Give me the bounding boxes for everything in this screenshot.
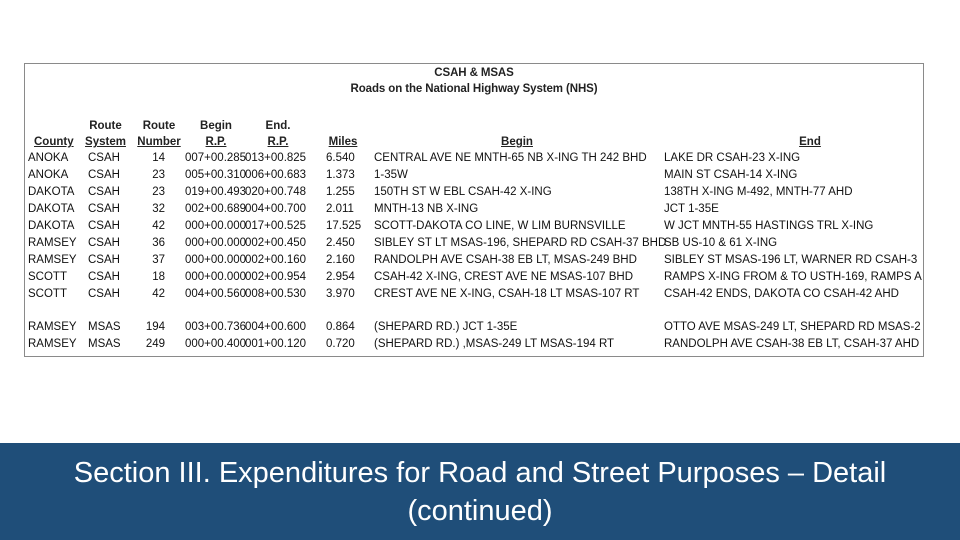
header-begin: Begin (501, 136, 533, 148)
header-begin-rp: Begin R.P. (200, 120, 232, 148)
table-row: RAMSEY CSAH 37 000+00.000 002+00.160 2.160 RANDOLPH AVE CSAH-38 EB LT, MSAS-249 BHD SIBLEY ST MSAS-196 LT, WARNER RD CSAH-3 (28, 254, 918, 266)
table-row: RAMSEY MSAS 194 003+00.736 004+00.600 0.864 (SHEPARD RD.) JCT 1-35E OTTO AVE MSAS-249 LT, SHEPARD RD MSAS-2 (28, 321, 921, 333)
table-row: DAKOTA CSAH 42 000+00.000 017+00.525 17.525 SCOTT-DAKOTA CO LINE, W LIM BURNSVILLE W JCT MNTH-55 HASTINGS TRL X-ING (28, 220, 874, 232)
header-route-system: Route System (85, 120, 126, 148)
table-row: SCOTT CSAH 18 000+00.000 002+00.954 2.954 CSAH-42 X-ING, CREST AVE NE MSAS-107 BHD RAMPS X-ING FROM & TO USTH-169, RAMPS A (28, 271, 922, 283)
table-row: SCOTT CSAH 42 004+00.560 008+00.530 3.970 CREST AVE NE X-ING, CSAH-18 LT MSAS-107 RT CSAH-42 ENDS, DAKOTA CO CSAH-42 AHD (28, 288, 899, 300)
section-title-band (0, 443, 960, 540)
header-end-rp: End. R.P. (265, 120, 291, 148)
header-county: County (34, 136, 74, 148)
nhs-roads-table (24, 63, 924, 357)
table-row: DAKOTA CSAH 23 019+00.493 020+00.748 1.255 150TH ST W EBL CSAH-42 X-ING 138TH X-ING M-492, MNTH-77 AHD (28, 186, 853, 198)
table-title: CSAH & MSAS (434, 67, 514, 79)
table-body (25, 150, 923, 353)
table-row: RAMSEY MSAS 249 000+00.400 001+00.120 0.720 (SHEPARD RD.) ,MSAS-249 LT MSAS-194 RT RANDOLPH AVE CSAH-38 EB LT, CSAH-37 AHD (28, 338, 920, 350)
header-route-number: Route Number (137, 120, 181, 148)
table-row: DAKOTA CSAH 32 002+00.689 004+00.700 2.011 MNTH-13 NB X-ING JCT 1-35E (28, 203, 719, 215)
header-miles: Miles (328, 136, 358, 148)
section-title: Section III. Expenditures for Road and Street Purposes – Detail (continued) (73, 456, 887, 527)
table-row: ANOKA CSAH 23 005+00.310 006+00.683 1.373 1-35W MAIN ST CSAH-14 X-ING (28, 169, 798, 181)
table-subtitle: Roads on the National Highway System (NHS) (350, 83, 598, 95)
header-end: End (799, 136, 821, 148)
table-row: ANOKA CSAH 14 007+00.285 013+00.825 6.540 CENTRAL AVE NE MNTH-65 NB X-ING TH 242 BHD LAKE DR CSAH-23 X-ING (28, 152, 801, 164)
table-row: RAMSEY CSAH 36 000+00.000 002+00.450 2.450 SIBLEY ST LT MSAS-196, SHEPARD RD CSAH-37 BHD SB US-10 & 61 X-ING (28, 237, 778, 249)
